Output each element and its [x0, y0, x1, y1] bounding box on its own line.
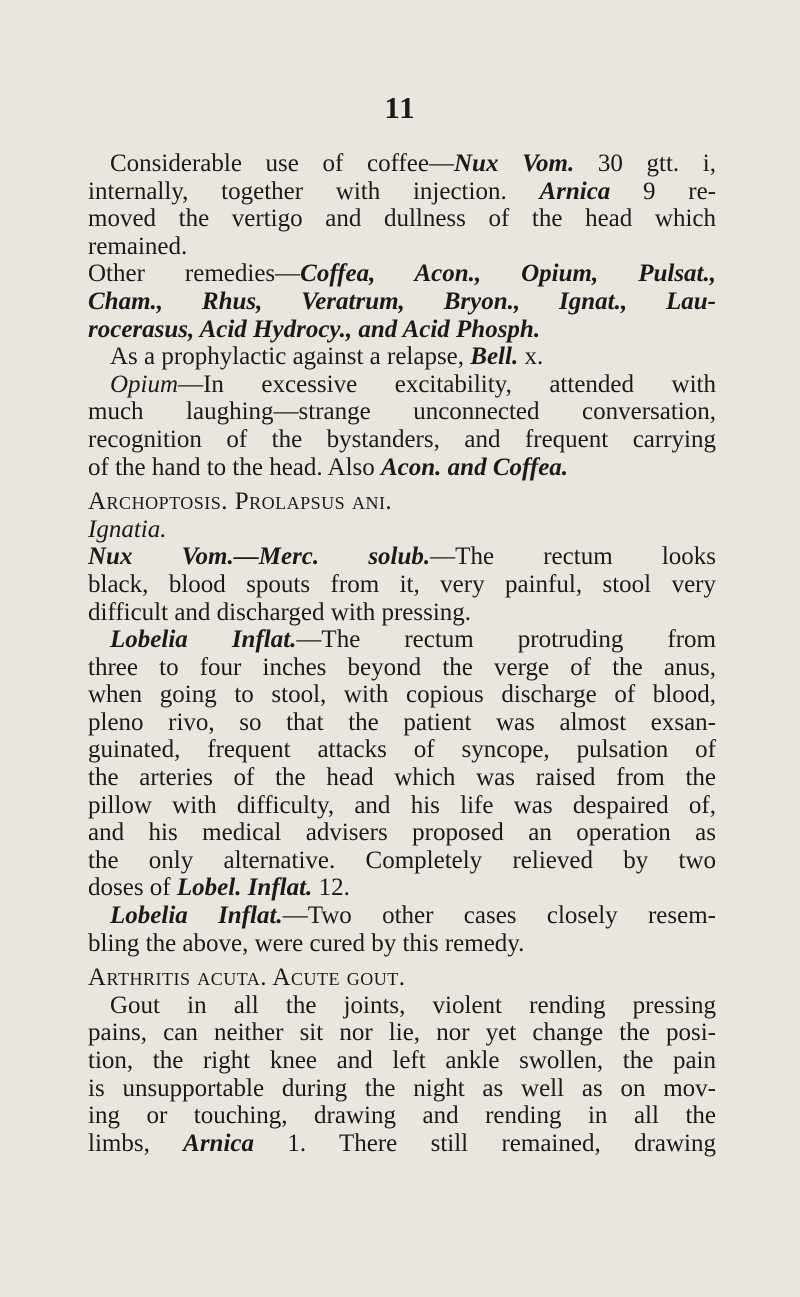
- text-line: the arteries of the head which was raised from the: [88, 764, 716, 792]
- text-line: bling the above, were cured by this remedy.: [88, 929, 525, 957]
- text-line: guinated, frequent attacks of syncope, pulsation of: [88, 736, 716, 764]
- text-line: pains, can neither sit nor lie, nor yet change the posi-: [88, 1019, 716, 1047]
- text-line: Gout in all the joints, violent rending pressing: [110, 991, 716, 1019]
- text-line: doses of Lobel. Inflat. 12.: [88, 874, 350, 902]
- page-number: 11: [384, 90, 416, 125]
- text-line: recognition of the bystanders, and frequent carrying: [88, 425, 716, 453]
- text-line: tion, the right knee and left ankle swollen, the pain: [88, 1047, 716, 1074]
- text-line: Considerable use of coffee—Nux Vom. 30 gtt. i,: [110, 150, 717, 177]
- text-line: Nux Vom.—Merc. solub.—The rectum looks: [88, 543, 716, 571]
- section-heading: Archoptosis. Prolapsus ani.: [88, 488, 393, 516]
- text-line: pleno rivo, so that the patient was almost exsan-: [88, 708, 716, 736]
- text-line: difficult and discharged with pressing.: [88, 598, 472, 626]
- text-line: Cham., Rhus, Veratrum, Bryon., Ignat., Lau-: [88, 287, 716, 315]
- text-line: Lobelia Inflat.—Two other cases closely resem-: [110, 902, 716, 930]
- section-heading: Arthritis acuta. Acute gout.: [88, 964, 406, 992]
- text-line: internally, together with injection. Arnica 9 re-: [88, 177, 717, 205]
- text-line: remained.: [88, 232, 188, 260]
- text-line: Opium—In excessive excitability, attended with: [110, 370, 716, 398]
- text-line: and his medical advisers proposed an operation as: [88, 819, 716, 847]
- text-line: ing or touching, drawing and rending in all the: [88, 1102, 716, 1130]
- text-line: Lobelia Inflat.—The rectum protruding from: [110, 626, 717, 654]
- body-text: [88, 150, 716, 1157]
- text-line: much laughing—strange unconnected conversation,: [88, 398, 716, 426]
- text-line: of the hand to the head. Also Acon. and Coffea.: [88, 453, 569, 481]
- text-line: when going to stool, with copious discharge of blood,: [88, 681, 716, 709]
- text-line: rocerasus, Acid Hydrocy., and Acid Phosph.: [88, 315, 541, 343]
- text-line: three to four inches beyond the verge of the anus,: [88, 653, 716, 681]
- text-line: limbs, Arnica 1. There still remained, drawing: [88, 1129, 716, 1157]
- text-line: pillow with difficulty, and his life was despaired of,: [88, 791, 716, 819]
- text-line: Ignatia.: [88, 515, 167, 543]
- text-line: the only alternative. Completely relieved by two: [88, 846, 716, 874]
- text-line: is unsupportable during the night as well as on mov-: [88, 1074, 716, 1102]
- text-line: As a prophylactic against a relapse, Bell. x.: [110, 343, 544, 371]
- text-line: Other remedies—Coffea, Acon., Opium, Pulsat.,: [88, 260, 716, 288]
- text-line: black, blood spouts from it, very painful, stool very: [88, 570, 716, 598]
- text-line: moved the vertigo and dullness of the head which: [88, 205, 716, 233]
